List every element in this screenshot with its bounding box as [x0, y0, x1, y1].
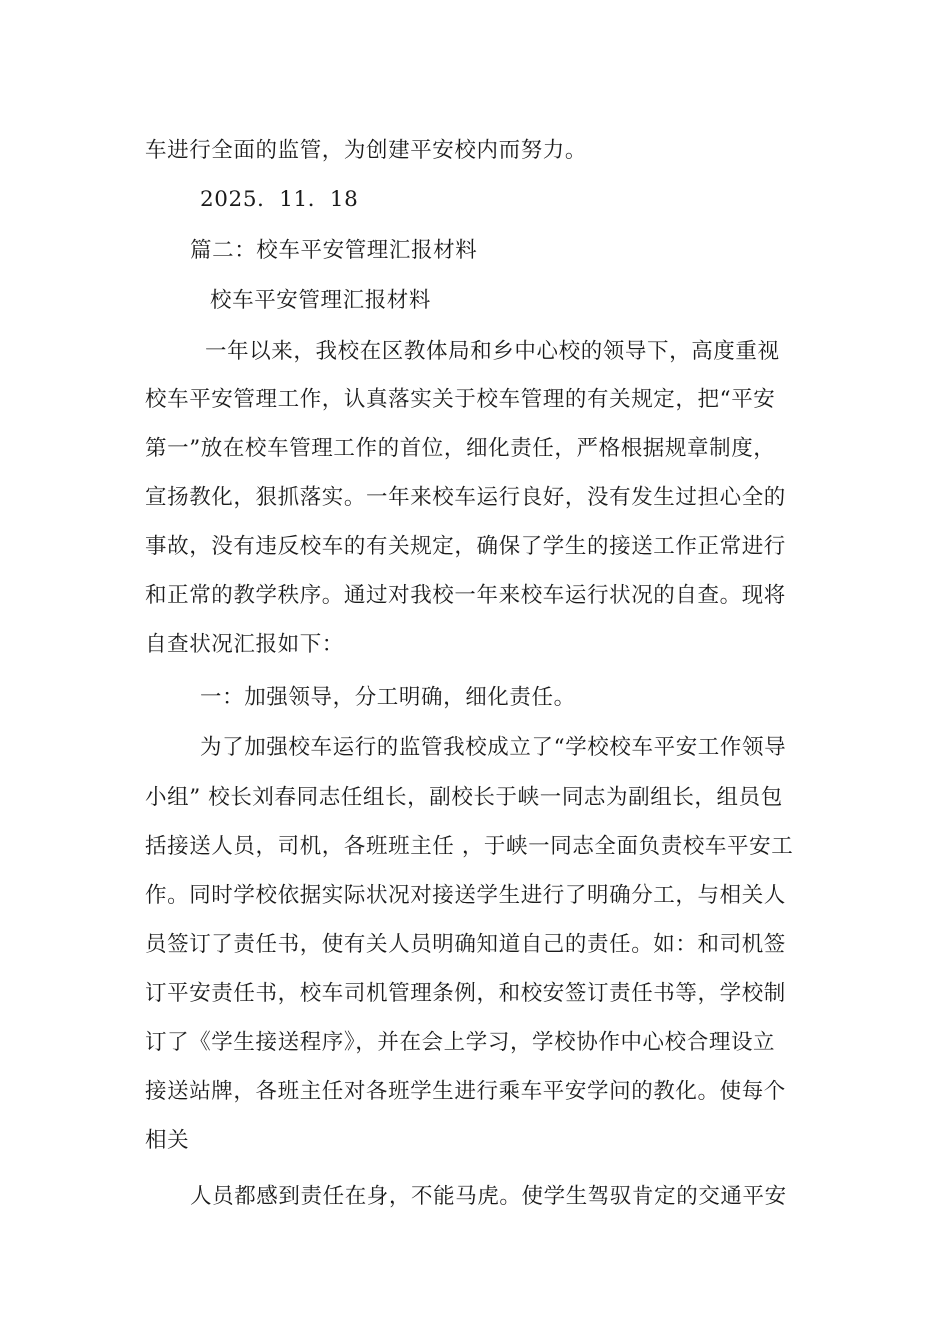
text-line: 订了《学生接送程序》，并在会上学习，学校协作中心校合理设立 — [145, 1030, 776, 1055]
text-line: 订平安责任书，校车司机管理条例，和校安签订责任书等，学校制 — [145, 981, 786, 1006]
text-line: 事故，没有违反校车的有关规定，确保了学生的接送工作正常进行 — [145, 534, 786, 559]
date-line: 2025．11．18 — [200, 187, 359, 212]
text-line: 自查状况汇报如下： — [145, 632, 344, 657]
text-line: 员签订了责任书，使有关人员明确知道自己的责任。如：和司机签 — [145, 932, 786, 957]
text-line: 一年以来，我校在区教体局和乡中心校的领导下，高度重视 — [205, 339, 780, 364]
text-line: 第一”放在校车管理工作的首位，细化责任，严格根据规章制度， — [145, 436, 776, 461]
text-line: 接送站牌，各班主任对各班学生进行乘车平安学问的教化。使每个 — [145, 1079, 786, 1104]
text-line: 作。同时学校依据实际状况对接送学生进行了明确分工，与相关人 — [145, 883, 786, 908]
subsection-heading: 一：加强领导，分工明确，细化责任。 — [200, 685, 576, 710]
section-heading: 篇二：校车平安管理汇报材料 — [190, 238, 478, 263]
text-line: 括接送人员，司机，各班班主任 ，于峡一同志全面负责校车平安工 — [145, 834, 794, 859]
text-line: 为了加强校车运行的监管我校成立了“学校校车平安工作领导 — [200, 735, 787, 760]
text-line: 校车平安管理工作，认真落实关于校车管理的有关规定，把“平安 — [145, 387, 776, 412]
text-line: 车进行全面的监管，为创建平安校内而努力。 — [145, 138, 588, 163]
text-line: 和正常的教学秩序。通过对我校一年来校车运行状况的自查。现将 — [145, 583, 786, 608]
text-line: 人员都感到责任在身，不能马虎。使学生驾驭肯定的交通平安 — [190, 1184, 787, 1209]
text-line: 小组” 校长刘春同志任组长，副校长于峡一同志为副组长，组员包 — [145, 785, 783, 810]
text-line: 宣扬教化，狠抓落实。一年来校车运行良好，没有发生过担心全的 — [145, 485, 786, 510]
text-line: 相关 — [145, 1128, 190, 1153]
report-title: 校车平安管理汇报材料 — [210, 288, 432, 313]
